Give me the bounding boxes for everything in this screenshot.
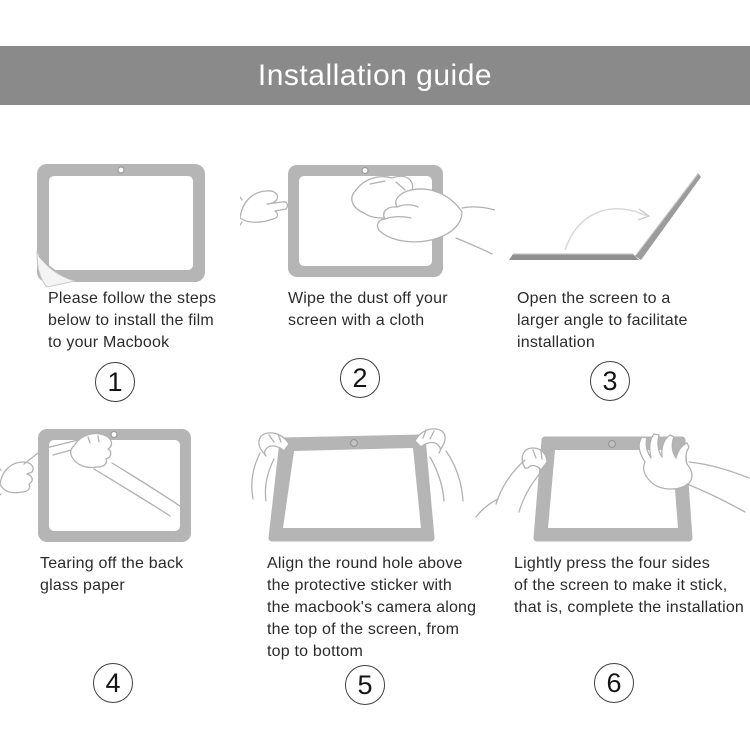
- step5-caption: [267, 553, 476, 663]
- step6-number-badge: 6: [594, 663, 634, 703]
- caption-line: below to install the film: [48, 312, 214, 329]
- tear-film-icon: [0, 420, 250, 548]
- step5-number-badge: 5: [345, 665, 385, 705]
- caption-line: glass paper: [40, 577, 125, 594]
- tear-back-paper-illustration: [0, 420, 250, 548]
- caption-line: Align the round hole above: [267, 555, 463, 572]
- caption-line: the top of the screen, from: [267, 621, 460, 638]
- page-title: Installation guide: [257, 58, 493, 92]
- wipe-screen-icon: [240, 150, 495, 292]
- step3-number-badge: 3: [590, 361, 630, 401]
- right-arm-lines: [687, 462, 749, 512]
- tablet-peel-icon: [35, 160, 210, 288]
- press-four-sides-illustration: [495, 420, 750, 550]
- caption-line: Tearing off the back: [40, 555, 184, 572]
- caption-line: Open the screen to a: [517, 290, 671, 307]
- camera-dot-icon: [609, 441, 616, 448]
- step3-caption: [517, 288, 688, 354]
- caption-line: screen with a cloth: [288, 312, 425, 329]
- open-arc-arrow: [565, 209, 647, 250]
- macbook-film-peel-illustration: [35, 160, 210, 288]
- left-hand-icon: [0, 462, 33, 493]
- step2-caption: [288, 288, 448, 332]
- caption-line: the macbook's camera along: [267, 599, 477, 616]
- tablet-screen: [283, 448, 421, 528]
- open-laptop-icon: [505, 158, 705, 266]
- laptop-screen-panel: [635, 173, 701, 260]
- tablet-screen: [49, 176, 193, 270]
- caption-line: of the screen to make it stick,: [514, 577, 728, 594]
- left-arm-lines: [496, 460, 541, 512]
- press-screen-icon: [495, 420, 750, 550]
- step6-caption: [514, 553, 744, 619]
- right-arm-lines: [430, 451, 498, 517]
- step2-number-badge: 2: [340, 358, 380, 398]
- camera-dot-icon: [362, 168, 368, 174]
- align-film-icon: [250, 425, 500, 550]
- caption-line: that is, complete the installation: [514, 599, 745, 616]
- left-hand-icon: [240, 191, 287, 222]
- camera-dot-icon: [351, 440, 358, 447]
- caption-line: top to bottom: [267, 643, 363, 660]
- caption-line: to your Macbook: [48, 334, 170, 351]
- caption-line: Lightly press the four sides: [514, 555, 710, 572]
- caption-line: Please follow the steps: [48, 290, 217, 307]
- step4-number-badge: 4: [93, 663, 133, 703]
- tablet-screen: [49, 440, 180, 531]
- open-laptop-wide-illustration: [505, 158, 705, 266]
- step4-caption: [40, 553, 183, 597]
- camera-dot-icon: [111, 432, 117, 438]
- wipe-screen-cloth-illustration: [240, 150, 495, 292]
- caption-line: larger angle to facilitate: [517, 312, 688, 329]
- header-bar: [0, 46, 750, 105]
- left-arm-lines: [252, 453, 274, 501]
- step1-caption: [48, 288, 216, 354]
- caption-line: installation: [517, 334, 596, 351]
- step1-number-badge: 1: [95, 362, 135, 402]
- align-film-camera-illustration: [250, 425, 500, 550]
- caption-line: the protective sticker with: [267, 577, 453, 594]
- laptop-base: [509, 254, 639, 260]
- camera-dot-icon: [118, 167, 124, 173]
- caption-line: Wipe the dust off your: [288, 290, 448, 307]
